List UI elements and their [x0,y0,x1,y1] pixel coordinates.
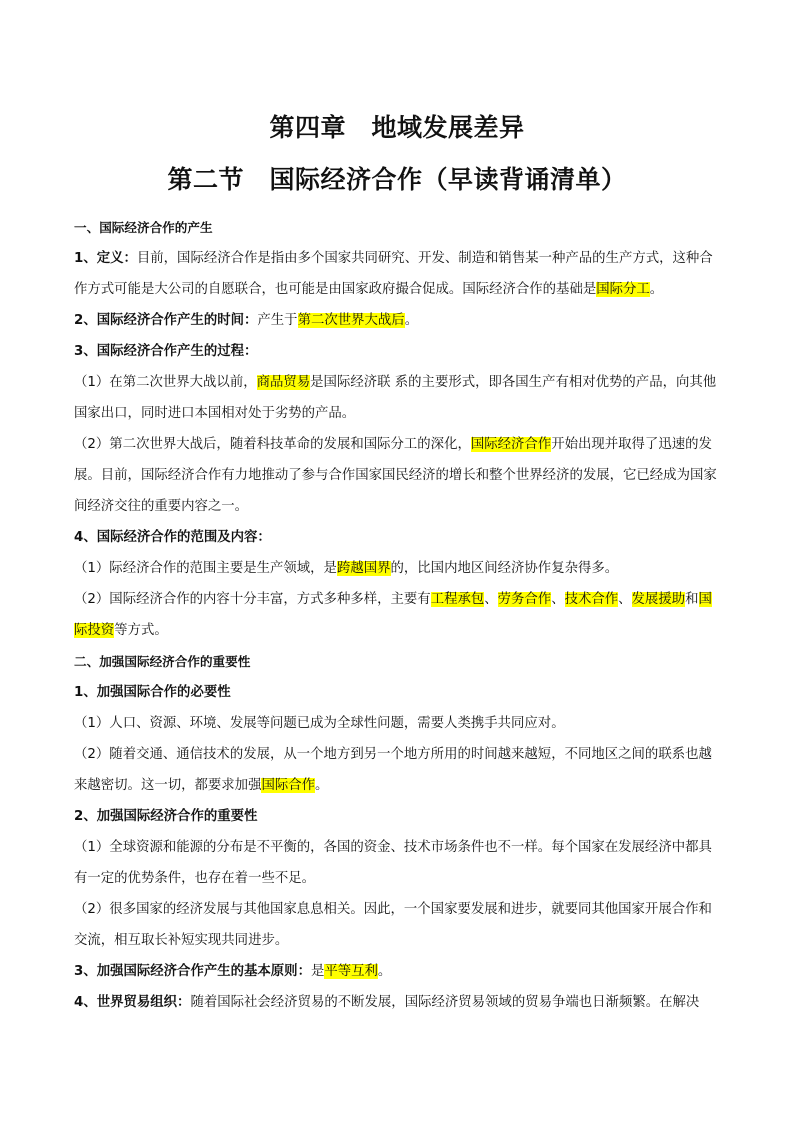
item-label: 3、国际经济合作产生的过程： [74,344,258,359]
paragraph-scope-label [74,522,724,553]
item-label: 1、加强国际合作的必要性 [74,685,231,700]
paragraph-definition: 1、定义：目前，国际经济合作是指由多个国家共同研究、开发、制造和销售某一种产品的生产方式，这种合作方式可能是大公司的自愿联合，也可能是由国家政府撮合促成。国际经济合作的基础是国际分工。 [74,251,713,297]
paragraph-importance-label [74,801,724,832]
highlight-term: 跨越国界 [336,561,391,576]
paragraph-importance-1: （1）全球资源和能源的分布是不平衡的，各国的资金、技术市场条件也不一样。每个国家在发展经济中都具有一定的优势条件，也存在着一些不足。 [74,840,712,886]
paragraph-necessity-1: （1）人口、资源、环境、发展等问题已成为全球性问题，需要人类携手共同应对。 [74,716,565,731]
paragraph-necessity-2: （2）随着交通、通信技术的发展，从一个地方到另一个地方所用的时间越来越短，不同地区之间的联系也越来越密切。这一切，都要求加强国际合作。 [74,747,712,793]
chapter-title: 第四章 地域发展差异 [269,113,525,142]
paragraph-scope-2: （2）国际经济合作的内容十分丰富，方式多种多样，主要有工程承包、劳务合作、技术合作、发展援助和国际投资等方式。 [74,592,712,638]
highlight-term: 国际合作 [261,778,316,793]
highlight-term: 技术合作 [564,592,619,607]
section-heading-2: 二、加强国际经济合作的重要性 [74,654,251,669]
section-title: 第二节 国际经济合作（早读背诵清单） [167,165,627,194]
paragraph-process-label [74,336,724,367]
highlight-term: 商品贸易 [256,375,311,390]
highlight-term: 国际分工 [596,282,650,297]
paragraph-principle: 3、加强国际经济合作产生的基本原则：是平等互利。 [74,964,392,979]
highlight-term: 第二次世界大战后 [297,313,405,328]
highlight-term: 国际经济合作 [470,437,552,452]
paragraph-process-1: （1）在第二次世界大战以前，商品贸易是国际经济联 系的主要形式，即各国生产有相对优势的产品，向其他国家出口，同时进口本国相对处于劣势的产品。 [74,375,717,421]
paragraph-process-2: （2）第二次世界大战后，随着科技革命的发展和国际分工的深化，国际经济合作开始出现并取得了迅速的发展。目前，国际经济合作有力地推动了参与合作国家国民经济的增长和整个世界经济的发展，它已经成为国家间经济交往的重要内容之一。 [74,437,717,514]
item-label: 2、国际经济合作产生的时间： [74,313,258,328]
paragraph-necessity-label [74,677,724,708]
highlight-term: 平等互利 [324,964,378,979]
item-label: 2、加强国际经济合作的重要性 [74,809,258,824]
item-label: 4、世界贸易组织： [74,995,191,1010]
document-body [74,212,724,1018]
item-label: 1、定义： [74,251,137,266]
paragraph-wto: 4、世界贸易组织：随着国际社会经济贸易的不断发展，国际经济贸易领域的贸易争端也日渐频繁。在解决 [74,995,700,1010]
highlight-term: 劳务合作 [497,592,552,607]
highlight-term: 发展援助 [631,592,686,607]
highlight-term: 工程承包 [430,592,485,607]
highlight-term: 国际投资 [74,592,712,638]
paragraph-scope-1: （1）际经济合作的范围主要是生产领域，是跨越国界的，比国内地区间经济协作复杂得多。 [74,561,619,576]
item-label: 3、加强国际经济合作产生的基本原则： [74,964,311,979]
item-label: 4、国际经济合作的范围及内容： [74,530,271,545]
paragraph-importance-2: （2）很多国家的经济发展与其他国家息息相关。因此，一个国家要发展和进步，就要同其他国家开展合作和交流，相互取长补短实现共同进步。 [74,902,712,948]
section-heading-1: 一、国际经济合作的产生 [74,220,213,235]
paragraph-time: 2、国际经济合作产生的时间：产生于第二次世界大战后。 [74,313,419,328]
